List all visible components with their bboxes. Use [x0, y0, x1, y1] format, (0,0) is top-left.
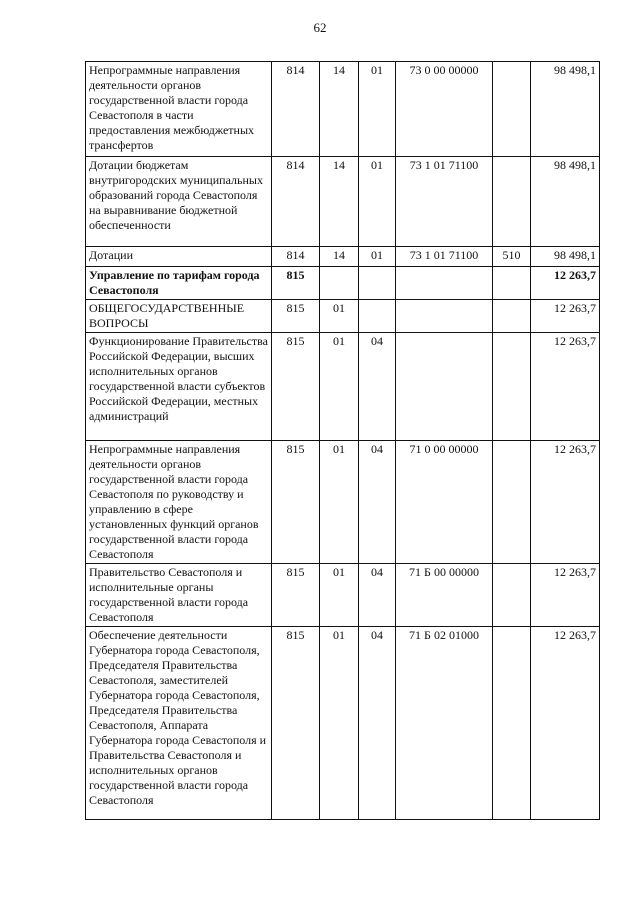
table-row: [86, 62, 600, 157]
section-code-cell: 14: [320, 62, 359, 157]
table-row: [86, 564, 600, 627]
section-code-cell: 01: [320, 627, 359, 820]
amount-cell: 98 498,1: [531, 62, 600, 157]
subsection-code-cell: [359, 300, 396, 333]
amount-cell: 12 263,7: [531, 627, 600, 820]
expense-type-cell: [493, 627, 531, 820]
row-name-cell: Дотации бюджетам внутригородских муниципальных образований города Севастополя на выравнивание бюджетной обеспеченности: [86, 157, 272, 247]
expense-type-cell: [493, 564, 531, 627]
expense-type-cell: [493, 157, 531, 247]
section-code-cell: 14: [320, 247, 359, 267]
expense-type-cell: [493, 62, 531, 157]
subsection-code-cell: 04: [359, 564, 396, 627]
ministry-code-cell: 815: [272, 300, 320, 333]
row-name-cell: Обеспечение деятельности Губернатора города Севастополя, Председателя Правительства Севастополя, заместителей Губернатора города Севастополя, Председателя Правительства Севастополя, Аппарата Губернатора города Севастополя и Правительства Севастополя и исполнительных органов государственной власти города Севастополя: [86, 627, 272, 820]
expense-type-cell: 510: [493, 247, 531, 267]
target-article-cell: 71 0 00 00000: [396, 441, 493, 564]
amount-cell: 12 263,7: [531, 300, 600, 333]
budget-table: [85, 61, 600, 820]
amount-cell: 12 263,7: [531, 564, 600, 627]
expense-type-cell: [493, 441, 531, 564]
table-row: [86, 333, 600, 441]
section-code-cell: 01: [320, 300, 359, 333]
amount-cell: 98 498,1: [531, 157, 600, 247]
budget-table-body: [86, 62, 600, 820]
table-row: [86, 627, 600, 820]
expense-type-cell: [493, 267, 531, 300]
table-row: [86, 157, 600, 247]
section-code-cell: [320, 267, 359, 300]
amount-cell: 98 498,1: [531, 247, 600, 267]
subsection-code-cell: 04: [359, 627, 396, 820]
subsection-code-cell: 04: [359, 333, 396, 441]
target-article-cell: 71 Б 02 01000: [396, 627, 493, 820]
amount-cell: 12 263,7: [531, 333, 600, 441]
target-article-cell: [396, 267, 493, 300]
target-article-cell: 73 0 00 00000: [396, 62, 493, 157]
row-name-cell: Правительство Севастополя и исполнительные органы государственной власти города Севастополя: [86, 564, 272, 627]
target-article-cell: 73 1 01 71100: [396, 157, 493, 247]
row-name-cell: Непрограммные направления деятельности органов государственной власти города Севастополя в части предоставления межбюджетных трансфертов: [86, 62, 272, 157]
ministry-code-cell: 815: [272, 333, 320, 441]
subsection-code-cell: 01: [359, 62, 396, 157]
page-number: 62: [313, 20, 327, 35]
table-row: [86, 267, 600, 300]
section-code-cell: 01: [320, 441, 359, 564]
amount-cell: 12 263,7: [531, 441, 600, 564]
ministry-code-cell: 814: [272, 62, 320, 157]
expense-type-cell: [493, 333, 531, 441]
section-code-cell: 14: [320, 157, 359, 247]
target-article-cell: 73 1 01 71100: [396, 247, 493, 267]
subsection-code-cell: 04: [359, 441, 396, 564]
table-row: [86, 441, 600, 564]
subsection-code-cell: [359, 267, 396, 300]
row-name-cell: Функционирование Правительства Российской Федерации, высших исполнительных органов государственной власти субъектов Российской Федерации, местных администраций: [86, 333, 272, 441]
ministry-code-cell: 814: [272, 247, 320, 267]
row-name-cell: Непрограммные направления деятельности органов государственной власти города Севастополя по руководству и управлению в сфере установленных функций органов государственной власти города Севастополя: [86, 441, 272, 564]
table-row: [86, 247, 600, 267]
ministry-code-cell: 815: [272, 441, 320, 564]
row-name-cell: Управление по тарифам города Севастополя: [86, 267, 272, 300]
subsection-code-cell: 01: [359, 247, 396, 267]
target-article-cell: [396, 300, 493, 333]
row-name-cell: ОБЩЕГОСУДАРСТВЕННЫЕ ВОПРОСЫ: [86, 300, 272, 333]
target-article-cell: [396, 333, 493, 441]
amount-cell: 12 263,7: [531, 267, 600, 300]
ministry-code-cell: 815: [272, 564, 320, 627]
section-code-cell: 01: [320, 333, 359, 441]
ministry-code-cell: 815: [272, 627, 320, 820]
row-name-cell: Дотации: [86, 247, 272, 267]
ministry-code-cell: 815: [272, 267, 320, 300]
subsection-code-cell: 01: [359, 157, 396, 247]
section-code-cell: 01: [320, 564, 359, 627]
ministry-code-cell: 814: [272, 157, 320, 247]
table-row: [86, 300, 600, 333]
target-article-cell: 71 Б 00 00000: [396, 564, 493, 627]
expense-type-cell: [493, 300, 531, 333]
